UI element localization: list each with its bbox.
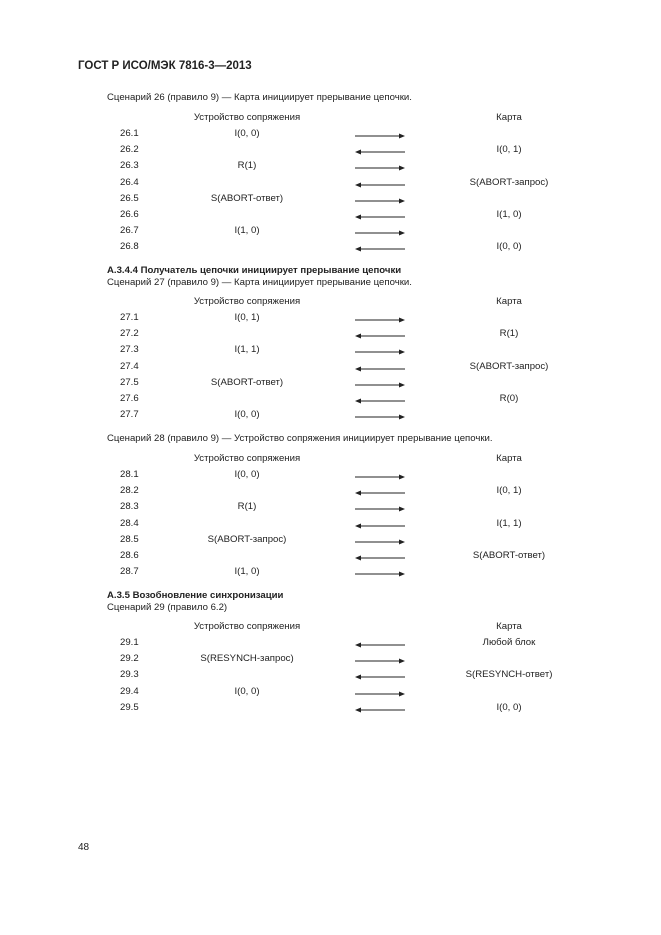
scenario-step-row — [0, 128, 661, 142]
scenario-step-row — [0, 686, 661, 700]
scenario-step-row — [0, 361, 661, 375]
step-number: 27.4 — [120, 360, 139, 372]
scenario-step-row — [0, 312, 661, 326]
arrow-right-icon — [355, 571, 405, 577]
scenario-step-row — [0, 160, 661, 174]
scenario-caption: Сценарий 29 (правило 6.2) — [107, 602, 228, 613]
step-number: 27.3 — [120, 344, 139, 356]
scenario-caption: Сценарий 28 (правило 9) — Устройство сопряжения инициирует прерывание цепочки. — [107, 433, 493, 444]
scenario-step-row — [0, 702, 661, 716]
scenario-step-row — [0, 566, 661, 580]
scenario-step-row — [0, 485, 661, 499]
step-number: 28.6 — [120, 550, 139, 561]
scenario-step-row — [0, 377, 661, 391]
step-number: 26.1 — [120, 128, 139, 139]
scenario-step-row — [0, 637, 661, 651]
arrow-left-icon — [355, 366, 405, 372]
step-number: 27.2 — [120, 328, 139, 340]
column-header-card: Карта — [496, 453, 522, 464]
arrow-left-icon — [355, 523, 405, 529]
step-number: 26.2 — [120, 144, 139, 156]
arrow-right-icon — [355, 539, 405, 545]
step-number: 28.2 — [120, 485, 139, 497]
scenario-step-row — [0, 241, 661, 255]
step-number: 27.6 — [120, 393, 139, 404]
step-number: 26.8 — [120, 241, 139, 253]
arrow-left-icon — [355, 246, 405, 252]
step-number: 28.1 — [120, 469, 139, 480]
arrow-left-icon — [355, 182, 405, 188]
device-block: R(1) — [237, 501, 257, 513]
step-number: 26.4 — [120, 176, 139, 188]
arrow-left-icon — [355, 398, 405, 404]
device-block: R(1) — [237, 160, 257, 172]
arrow-right-icon — [355, 317, 405, 323]
arrow-left-icon — [355, 333, 405, 339]
arrow-left-icon — [355, 642, 405, 648]
scenario-step-row — [0, 653, 661, 667]
scenario-step-row — [0, 669, 661, 683]
arrow-left-icon — [355, 490, 405, 496]
arrow-left-icon — [355, 214, 405, 220]
device-block: I(1, 1) — [234, 344, 260, 356]
device-block: S(RESYNCH-запрос) — [200, 653, 294, 665]
column-header-device: Устройство сопряжения — [193, 296, 301, 307]
card-block: R(1) — [499, 328, 519, 340]
arrow-right-icon — [355, 165, 405, 171]
step-number: 28.5 — [120, 533, 139, 545]
arrow-left-icon — [355, 674, 405, 680]
section-heading: А.3.4.4 Получатель цепочки инициирует прерывание цепочки — [107, 265, 402, 276]
card-block: S(ABORT-запрос) — [469, 176, 549, 188]
card-block: R(0) — [499, 393, 519, 404]
scenario-caption: Сценарий 27 (правило 9) — Карта инициирует прерывание цепочки. — [107, 277, 412, 288]
card-block: I(0, 1) — [496, 144, 522, 156]
step-number: 28.3 — [120, 501, 139, 513]
step-number: 29.4 — [120, 685, 139, 697]
scenario-step-row — [0, 393, 661, 407]
device-block: I(0, 1) — [234, 312, 260, 323]
step-number: 29.1 — [120, 637, 139, 648]
arrow-right-icon — [355, 230, 405, 236]
arrow-right-icon — [355, 198, 405, 204]
card-block: I(0, 0) — [496, 701, 522, 713]
step-number: 27.5 — [120, 376, 139, 388]
card-block: I(0, 1) — [496, 485, 522, 497]
scenario-step-row — [0, 209, 661, 223]
device-block: S(ABORT-запрос) — [207, 533, 287, 545]
page-number: 48 — [78, 842, 90, 853]
scenario-step-row — [0, 409, 661, 423]
step-number: 27.7 — [120, 409, 139, 421]
device-block: I(0, 0) — [234, 685, 260, 697]
arrow-right-icon — [355, 506, 405, 512]
column-header-device: Устройство сопряжения — [193, 453, 301, 464]
arrow-right-icon — [355, 691, 405, 697]
card-block: S(RESYNCH-ответ) — [465, 669, 553, 681]
step-number: 26.6 — [120, 209, 139, 220]
scenario-step-row — [0, 225, 661, 239]
scenario-step-row — [0, 328, 661, 342]
arrow-right-icon — [355, 474, 405, 480]
arrow-right-icon — [355, 349, 405, 355]
device-block: I(0, 0) — [234, 469, 260, 480]
step-number: 26.3 — [120, 160, 139, 172]
document-title: ГОСТ Р ИСО/МЭК 7816-3—2013 — [78, 60, 252, 72]
column-header-device: Устройство сопряжения — [193, 112, 301, 123]
column-header-device: Устройство сопряжения — [193, 621, 301, 632]
arrow-left-icon — [355, 555, 405, 561]
device-block: I(0, 0) — [234, 409, 260, 421]
scenario-step-row — [0, 469, 661, 483]
scenario-step-row — [0, 144, 661, 158]
step-number: 26.5 — [120, 192, 139, 204]
arrow-right-icon — [355, 382, 405, 388]
arrow-left-icon — [355, 149, 405, 155]
step-number: 27.1 — [120, 312, 139, 323]
step-number: 29.2 — [120, 653, 139, 665]
scenario-step-row — [0, 193, 661, 207]
card-block: Любой блок — [482, 637, 536, 648]
card-block: S(ABORT-ответ) — [472, 550, 546, 561]
arrow-right-icon — [355, 658, 405, 664]
scenario-step-row — [0, 501, 661, 515]
column-header-card: Карта — [496, 621, 522, 632]
arrow-left-icon — [355, 707, 405, 713]
step-number: 28.4 — [120, 517, 139, 529]
scenario-step-row — [0, 177, 661, 191]
scenario-caption: Сценарий 26 (правило 9) — Карта инициирует прерывание цепочки. — [107, 92, 412, 103]
scenario-step-row — [0, 344, 661, 358]
card-block: I(1, 1) — [496, 517, 522, 529]
step-number: 29.5 — [120, 701, 139, 713]
device-block: I(1, 0) — [234, 225, 260, 237]
step-number: 29.3 — [120, 669, 139, 681]
card-block: I(1, 0) — [496, 209, 522, 220]
column-header-card: Карта — [496, 112, 522, 123]
step-number: 26.7 — [120, 225, 139, 237]
device-block: S(ABORT-ответ) — [210, 376, 284, 388]
arrow-right-icon — [355, 133, 405, 139]
column-header-card: Карта — [496, 296, 522, 307]
device-block: S(ABORT-ответ) — [210, 192, 284, 204]
scenario-step-row — [0, 550, 661, 564]
card-block: I(0, 0) — [496, 241, 522, 253]
device-block: I(0, 0) — [234, 128, 260, 139]
arrow-right-icon — [355, 414, 405, 420]
scenario-step-row — [0, 534, 661, 548]
device-block: I(1, 0) — [234, 566, 260, 578]
section-heading: А.3.5 Возобновление синхронизации — [107, 590, 284, 601]
card-block: S(ABORT-запрос) — [469, 360, 549, 372]
step-number: 28.7 — [120, 566, 139, 578]
scenario-step-row — [0, 518, 661, 532]
